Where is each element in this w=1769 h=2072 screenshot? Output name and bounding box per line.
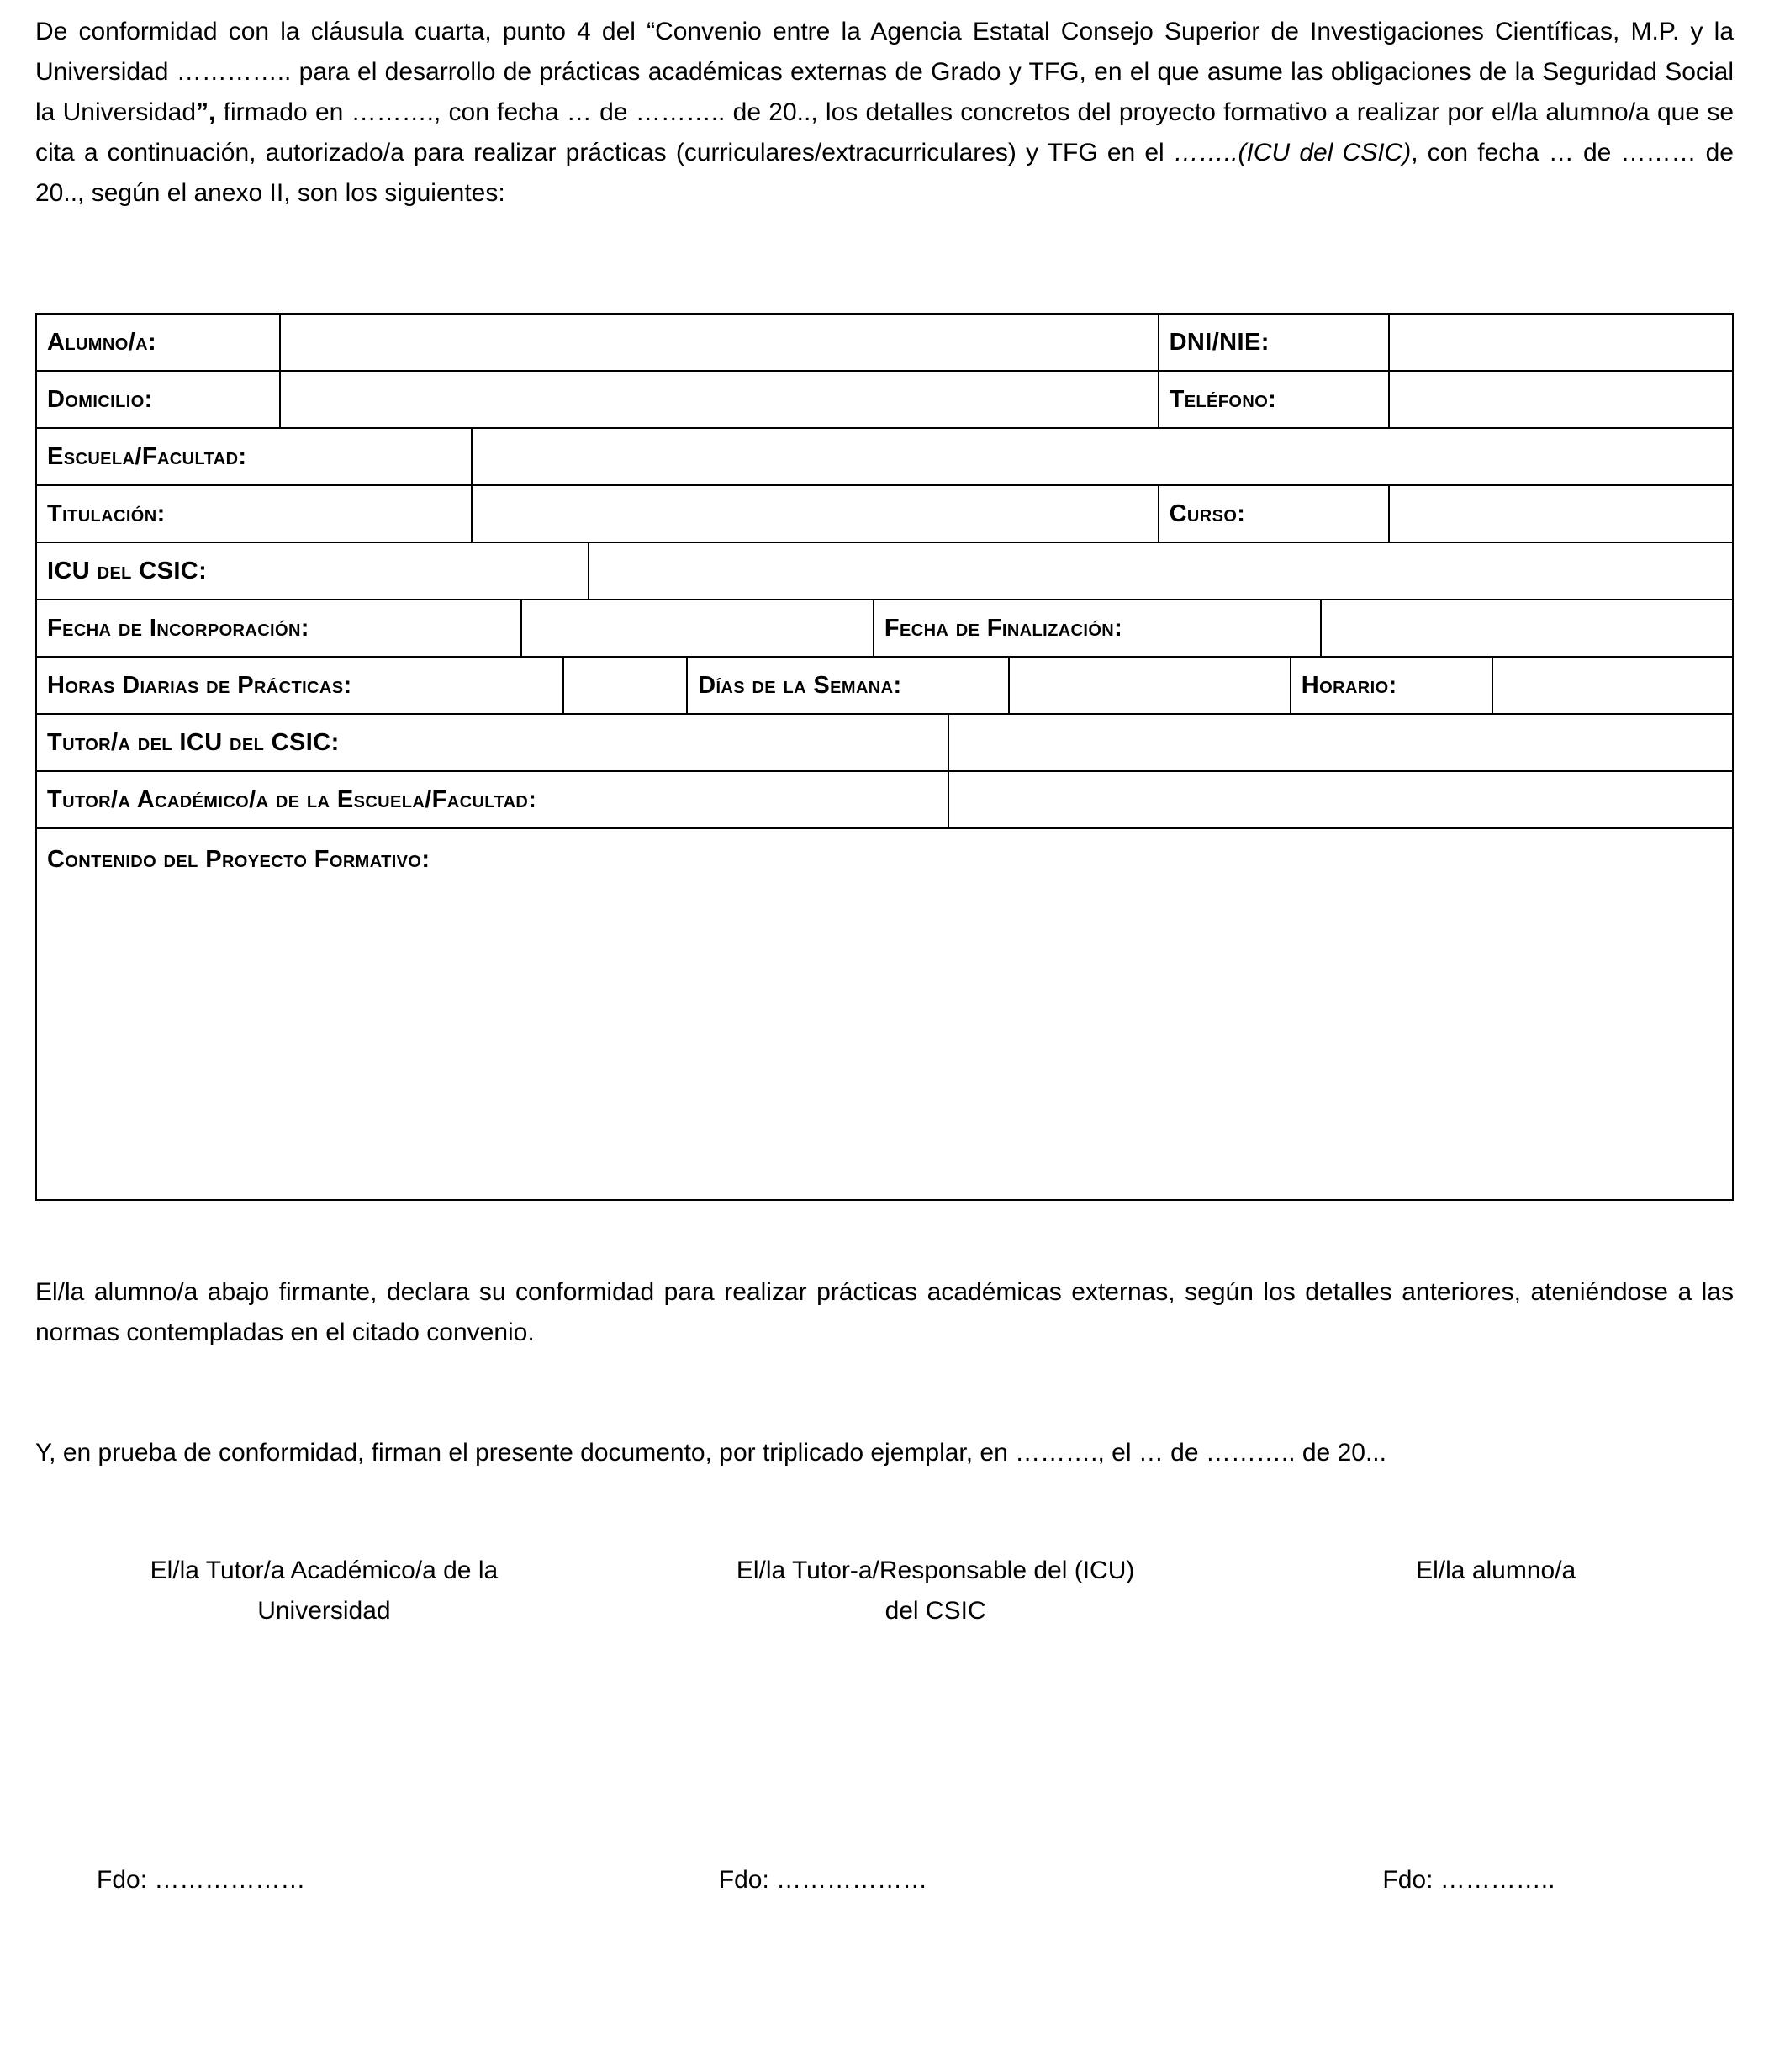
field-value-tutor-academico[interactable] [949, 772, 1732, 827]
closing-paragraph: Y, en prueba de conformidad, firman el presente documento, por triplicado ejemplar, en ………., el … de ……….. de 20... [35, 1439, 1386, 1467]
field-value-curso[interactable] [1390, 486, 1732, 542]
intro-paragraph [35, 12, 1734, 214]
field-value-dni-nie[interactable] [1390, 314, 1732, 370]
field-label-horario: Horario: [1291, 658, 1493, 713]
signature-col-tutor-academico [35, 1551, 613, 1631]
intro-text-1: De conformidad con la cláusula cuarta, punto 4 del “Convenio entre la Agencia Estatal Consejo Superior de Investigaciones Científicas, M.P. y la Universidad ………….. para el desarrollo de prácticas académicas externas de Grado y TFG, en el que asume las obligaciones de la Seguridad Social la Universidad [35, 18, 1734, 126]
field-label-horas-diarias: Horas Diarias de Prácticas: [37, 658, 564, 713]
field-value-fecha-finalizacion[interactable] [1322, 600, 1732, 656]
intro-text-3: , con fecha … de ……… de 20.., según el anexo II, son los siguientes: [35, 139, 1734, 207]
field-value-escuela-facultad[interactable] [473, 429, 1732, 484]
field-value-fecha-incorporacion[interactable] [522, 600, 874, 656]
intro-icu-italic: ……..(ICU del CSIC) [1173, 139, 1412, 166]
field-value-horario[interactable] [1493, 658, 1732, 713]
intro-closing-quote: ”, [196, 98, 216, 126]
signatory-title-alumno-line1: El/la alumno/a [1416, 1557, 1576, 1584]
field-label-icu-csic: ICU del CSIC: [37, 543, 589, 599]
field-label-curso: Curso: [1159, 486, 1390, 542]
field-value-dias-semana[interactable] [1010, 658, 1291, 713]
field-label-dias-semana: Días de la Semana: [688, 658, 1010, 713]
table-row-tutor-academico [37, 772, 1732, 829]
field-value-icu-csic[interactable] [589, 543, 1732, 599]
field-label-contenido-proyecto: Contenido del Proyecto Formativo: [47, 846, 430, 873]
field-label-titulacion: Titulación: [37, 486, 473, 542]
signatory-title-tutor-icu-line1: El/la Tutor-a/Responsable del (ICU) [736, 1557, 1135, 1584]
fdo-line-tutor-icu: Fdo: ……………… [718, 1866, 928, 1894]
table-row-horario [37, 658, 1732, 715]
field-label-tutor-academico: Tutor/a Académico/a de la Escuela/Facultad: [37, 772, 949, 827]
signatory-title-tutor-academico-line1: El/la Tutor/a Académico/a de la [150, 1557, 499, 1584]
table-row-domicilio [37, 372, 1732, 429]
fdo-line-tutor-academico: Fdo: ……………… [97, 1866, 306, 1894]
field-label-fecha-finalizacion: Fecha de Finalización: [874, 600, 1322, 656]
field-label-alumno: Alumno/a: [37, 314, 281, 370]
field-value-contenido-proyecto[interactable] [37, 829, 1732, 1199]
field-label-tutor-icu: Tutor/a del ICU del CSIC: [37, 715, 949, 770]
field-label-domicilio: Domicilio: [37, 372, 281, 427]
signature-col-tutor-icu [613, 1551, 1259, 1631]
signature-lines [35, 1860, 1734, 1900]
table-row-contenido-proyecto [37, 829, 1732, 1199]
table-row-titulacion [37, 486, 1732, 543]
table-row-fechas [37, 600, 1732, 658]
field-value-domicilio[interactable] [281, 372, 1159, 427]
declaration-paragraph: El/la alumno/a abajo firmante, declara su conformidad para realizar prácticas académicas externas, según los detalles anteriores, ateniéndose a las normas contempladas en el citado convenio. [35, 1278, 1734, 1346]
field-value-telefono[interactable] [1390, 372, 1732, 427]
field-value-horas-diarias[interactable] [564, 658, 688, 713]
table-row-tutor-icu [37, 715, 1732, 772]
field-value-alumno[interactable] [281, 314, 1159, 370]
field-value-tutor-icu[interactable] [949, 715, 1732, 770]
signature-col-alumno [1258, 1551, 1734, 1631]
field-label-dni-nie: DNI/NIE: [1159, 314, 1390, 370]
signature-section [35, 1551, 1734, 1631]
intro-text-2: firmado en ………., con fecha … de ……….. de 20.., los detalles concretos del proyecto formativo a realizar por el/la alumno/a que se cita a continuación, autorizado/a para realizar prácticas (curriculares/extracurriculares) y TFG en el [35, 98, 1734, 166]
table-row-alumno [37, 314, 1732, 372]
signatory-title-tutor-academico-line2: Universidad [257, 1597, 391, 1625]
field-label-escuela-facultad: Escuela/Facultad: [37, 429, 473, 484]
field-label-telefono: Teléfono: [1159, 372, 1390, 427]
field-label-fecha-incorporacion: Fecha de Incorporación: [37, 600, 522, 656]
field-value-titulacion[interactable] [473, 486, 1159, 542]
fdo-line-alumno: Fdo: ………….. [1382, 1866, 1555, 1894]
signatory-title-tutor-icu-line2: del CSIC [884, 1597, 986, 1625]
practice-details-table [35, 313, 1734, 1201]
table-row-escuela-facultad [37, 429, 1732, 486]
table-row-icu-csic [37, 543, 1732, 600]
